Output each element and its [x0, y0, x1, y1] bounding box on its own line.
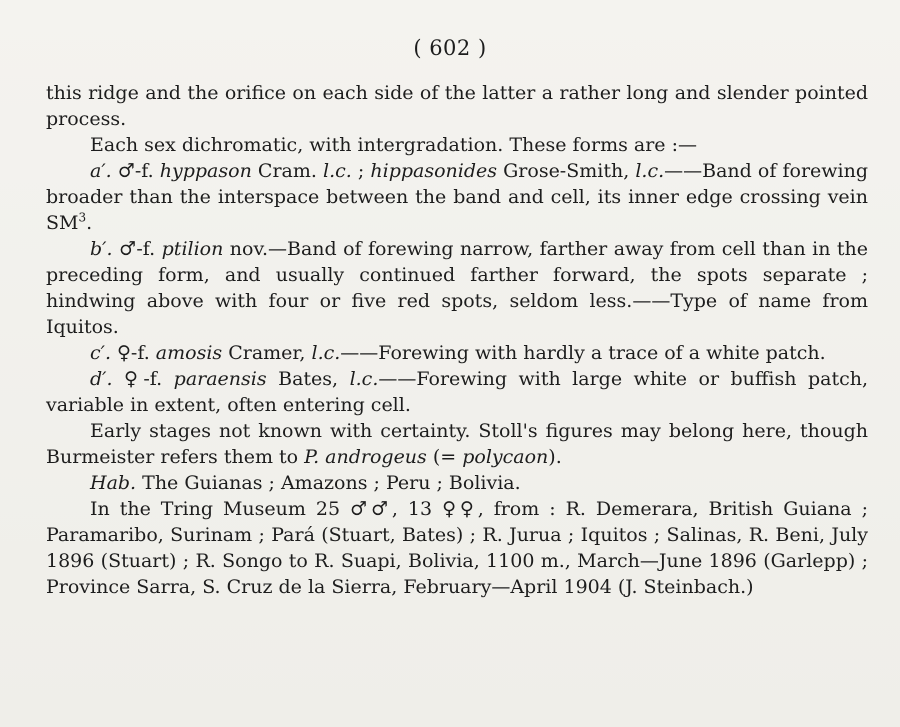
text-run: ;	[351, 160, 371, 182]
paragraph-early-stages	[46, 418, 868, 470]
paragraph-form-c	[46, 340, 868, 366]
paragraph-ridge: this ridge and the orifice on each side of the latter a rather long and slender pointed process.	[46, 82, 868, 130]
paragraph-habitat	[46, 470, 868, 496]
text-run: Early stages not known with certainty. Stoll's figures may belong here, though Burmeister refers them to	[46, 420, 868, 468]
reference: l.c.	[311, 342, 341, 364]
sex-form: ♀-f.	[112, 368, 174, 390]
form-letter: c′.	[90, 342, 111, 364]
paragraph-form-b	[46, 236, 868, 340]
text-run: ——Forewing with hardly a trace of a white patch.	[340, 342, 826, 364]
form-letter: d′.	[90, 368, 113, 390]
form-name: amosis	[155, 342, 223, 364]
text-run: Cram.	[251, 160, 324, 182]
form-name: paraensis	[173, 368, 267, 390]
paragraph-form-a	[46, 158, 868, 236]
page-number: ( 602 )	[413, 36, 487, 60]
paragraph-form-d	[46, 366, 868, 418]
form-letter: a′.	[90, 160, 112, 182]
form-name: ptilion	[161, 238, 224, 260]
superscript: 3	[78, 210, 87, 225]
text-run: ——Forewing with large white or buffish patch, variable in extent, often entering cell.	[46, 368, 868, 416]
text-run: nov.—Band of forewing narrow, farther away from cell than in the preceding form, and usually continued farther forward, the spots separate ; hindwing above with four or five red spots, seldom less.——Type of name from Iquitos.	[46, 238, 868, 338]
form-letter: b′.	[90, 238, 113, 260]
species-name: polycaon	[462, 446, 549, 468]
reference: l.c.	[323, 160, 352, 182]
reference: l.c.	[635, 160, 665, 182]
text-run: ——Band of forewing broader than the interspace between the band and cell, its inner edge crossing vein SM	[46, 160, 869, 234]
species-name: P. androgeus	[304, 446, 427, 468]
form-name: hyppason	[159, 160, 252, 182]
body-text	[46, 80, 868, 600]
text-run: Bates,	[266, 368, 350, 390]
text-run: .	[86, 212, 93, 234]
form-name: hippasonides	[370, 160, 498, 182]
text-run: ).	[548, 446, 562, 468]
sex-form: ♂-f.	[111, 160, 160, 182]
habitat-label: Hab.	[90, 472, 137, 494]
text-run: Grose-Smith,	[497, 160, 636, 182]
paragraph-tring-museum: In the Tring Museum 25 ♂♂, 13 ♀♀, from : R. Demerara, British Guiana ; Paramaribo, Surinam ; Pará (Stuart, Bates) ; R. Jurua ; Iquitos ; Salinas, R. Beni, July 1896 (Stuart) ; R. Songo to R. Suapi, Bolivia, 1100 m., March—June 1896 (Garlepp) ; Province Sarra, S. Cruz de la Sierra, February—April 1904 (J. Steinbach.)	[46, 498, 868, 598]
reference: l.c.	[349, 368, 379, 390]
sex-form: ♀-f.	[111, 342, 156, 364]
text-run: The Guianas ; Amazons ; Peru ; Bolivia.	[136, 472, 521, 494]
text-run: (=	[426, 446, 463, 468]
text-run: Cramer,	[222, 342, 312, 364]
sex-form: ♂-f.	[112, 238, 162, 260]
paragraph-dichromatic: Each sex dichromatic, with intergradation. These forms are :—	[90, 134, 697, 156]
